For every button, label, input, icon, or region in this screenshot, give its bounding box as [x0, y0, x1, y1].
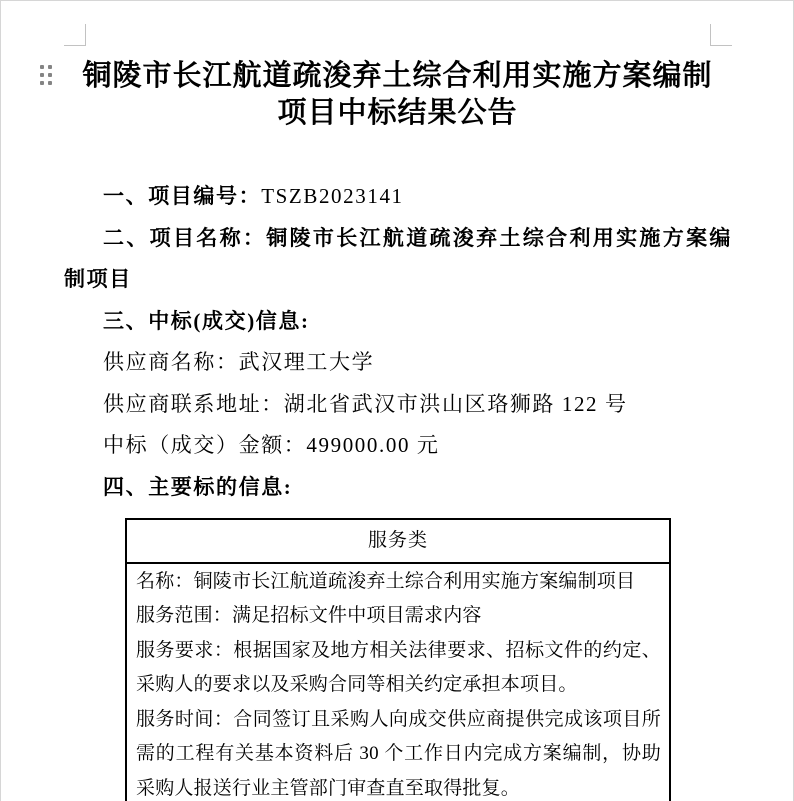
bid-subject-info-table	[125, 518, 671, 801]
margin-crop-mark-top-left-icon	[64, 24, 86, 46]
paragraph-supplier-address: 供应商联系地址：湖北省武汉市洪山区珞狮路 122 号	[103, 391, 628, 416]
service-scope-text: 服务范围：满足招标文件中项目需求内容	[136, 605, 482, 627]
paragraph-award-amount: 中标（成交）金额：499000.00 元	[103, 433, 440, 457]
table-header-row	[126, 519, 670, 563]
project-number-label: 一、项目编号：	[103, 184, 262, 208]
paragraph-project-name: 二、项目名称：铜陵市长江航道疏浚弃土综合利用实施方案编制项目	[64, 225, 732, 291]
paragraph-supplier-name: 供应商名称：武汉理工大学	[103, 350, 375, 374]
table-content-cell	[126, 563, 670, 801]
document-body	[64, 176, 732, 801]
table-content-row	[126, 563, 670, 801]
title-line-2: 项目中标结果公告	[277, 97, 518, 129]
project-number-value: TSZB2023141	[261, 184, 404, 208]
paragraph-project-number	[64, 176, 732, 218]
service-requirement-text: 服务要求：根据国家及地方相关法律要求、招标文件的约定、采购人的要求以及采购合同等相关约定承担本项目。	[136, 639, 661, 696]
document-title	[64, 58, 731, 132]
service-name-text: 名称：铜陵市长江航道疏浚弃土综合利用实施方案编制项目	[136, 570, 636, 592]
paragraph-main-subject-heading: 四、主要标的信息:	[103, 474, 293, 499]
drag-handle-icon[interactable]	[40, 65, 52, 85]
service-time-text: 服务时间：合同签订且采购人向成交供应商提供完成该项目所需的工程有关基本资料后 30 个工作日内完成方案编制，协助采购人报送行业主管部门审查直至取得批复。	[136, 708, 661, 800]
paragraph-award-info-heading: 三、中标(成交)信息:	[103, 308, 310, 333]
table-header-cell-service-category: 服务类	[126, 519, 670, 563]
title-line-1: 铜陵市长江航道疏浚弃土综合利用实施方案编制	[82, 60, 713, 92]
margin-crop-mark-top-right-icon	[710, 24, 732, 46]
